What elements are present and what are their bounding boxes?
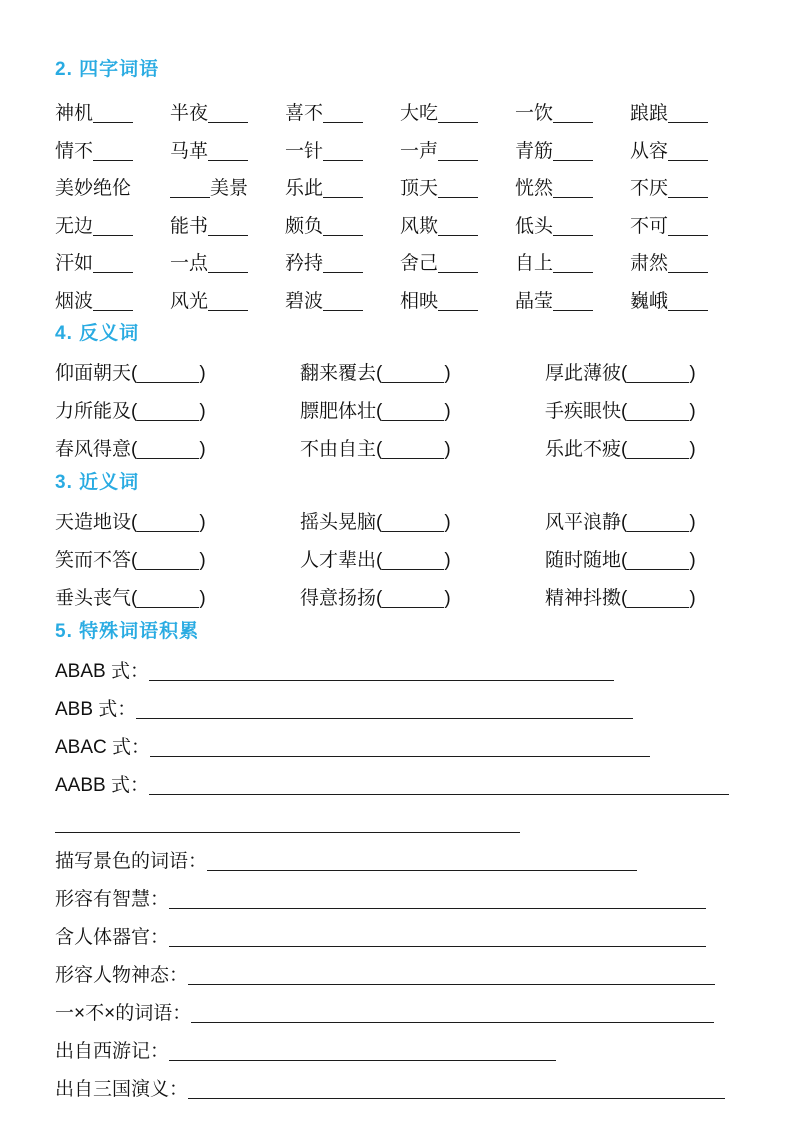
- word-text: 神机: [55, 103, 94, 124]
- word-blank-item: [285, 95, 400, 133]
- fill-blank-line: [627, 442, 689, 459]
- fill-blank-line: [170, 181, 210, 198]
- word-text: 一点: [170, 253, 209, 274]
- paren-open: (: [131, 550, 138, 571]
- paren-answer-item: [545, 431, 745, 469]
- paren-close: ): [199, 588, 206, 609]
- paren-close: ): [689, 550, 696, 571]
- word-text: 春风得意: [55, 439, 132, 460]
- fill-line-label: ABB 式：: [55, 699, 137, 720]
- word-blank-item: [630, 133, 745, 171]
- word-blank-item: [55, 245, 170, 283]
- word-text: 人才辈出: [300, 550, 377, 571]
- word-text: 笑而不答: [55, 550, 132, 571]
- word-text: 得意扬扬: [300, 588, 377, 609]
- fill-blank-line: [93, 256, 133, 273]
- paren-close: ): [689, 401, 696, 422]
- paren-close: ): [444, 550, 451, 571]
- paren-close: ): [689, 588, 696, 609]
- fill-blank-line: [323, 181, 363, 198]
- word-blank-item: [285, 283, 400, 321]
- fill-blank-line: [438, 293, 478, 310]
- fill-blank-line: [188, 968, 715, 985]
- word-text: 不厌: [630, 178, 669, 199]
- word-text: 力所能及: [55, 401, 132, 422]
- fill-line-row: [55, 653, 745, 691]
- fill-blank-line: [169, 1044, 556, 1061]
- paren-close: ): [444, 512, 451, 533]
- fill-blank-line: [668, 218, 708, 235]
- word-blank-item: [170, 208, 285, 246]
- paren-answer-item: [545, 542, 745, 580]
- fill-blank-line: [627, 591, 689, 608]
- word-blank-item: [515, 208, 630, 246]
- paren-close: ): [689, 439, 696, 460]
- section-heading-four-char: 2. 四字词语: [55, 59, 160, 80]
- fill-blank-line: [438, 106, 478, 123]
- word-blank-item: [400, 95, 515, 133]
- word-text: 颇负: [285, 215, 324, 237]
- word-text: 马革: [170, 140, 209, 162]
- word-blank-item: [170, 95, 285, 133]
- word-text: 手疾眼快: [545, 401, 622, 422]
- fill-line-label: 形容人物神态：: [55, 965, 189, 986]
- fill-blank-line: [382, 591, 444, 608]
- fill-line-label: 形容有智慧：: [55, 889, 170, 910]
- section-special-words: [55, 620, 745, 1109]
- fill-blank-line: [323, 143, 363, 160]
- word-blank-item: [285, 208, 400, 246]
- word-text: 不可: [630, 215, 669, 237]
- word-blank-item: [55, 283, 170, 321]
- antonyms-grid: [55, 355, 745, 469]
- word-text: 摇头晃脑: [300, 512, 377, 533]
- four-char-grid: [55, 95, 745, 320]
- fill-blank-line: [438, 256, 478, 273]
- fill-line-row: [55, 957, 745, 995]
- paren-answer-item: [300, 580, 545, 618]
- fill-blank-line: [208, 218, 248, 235]
- fill-blank-line: [553, 293, 593, 310]
- word-text: 乐此: [285, 178, 324, 199]
- word-blank-item: [515, 245, 630, 283]
- fill-blank-line: [149, 664, 614, 681]
- fill-blank-line: [553, 218, 593, 235]
- word-text: 厚此薄彼: [545, 363, 622, 384]
- fill-blank-line: [55, 816, 520, 833]
- fill-blank-line: [208, 293, 248, 310]
- paren-open: (: [376, 588, 383, 609]
- paren-open: (: [131, 512, 138, 533]
- paren-close: ): [444, 439, 451, 460]
- paren-open: (: [376, 363, 383, 384]
- word-blank-item: [630, 95, 745, 133]
- fill-line-row: [55, 1033, 745, 1071]
- word-text: 顶天: [400, 178, 439, 199]
- word-text: 一饮: [515, 103, 554, 124]
- word-blank-item: [400, 208, 515, 246]
- paren-answer-item: [300, 504, 545, 542]
- fill-blank-line: [668, 256, 708, 273]
- fill-line-label: ABAC 式：: [55, 737, 151, 758]
- fill-blank-line: [668, 181, 708, 198]
- paren-answer-item: [545, 355, 745, 393]
- word-text: 精神抖擞: [545, 588, 622, 609]
- fill-blank-line: [137, 404, 199, 421]
- word-text: 随时随地: [545, 550, 622, 571]
- fill-blank-line: [627, 515, 689, 532]
- section-heading-special: 5. 特殊词语积累: [55, 621, 200, 642]
- word-text: 大吃: [400, 103, 439, 124]
- word-text: 一声: [400, 140, 439, 162]
- paren-open: (: [621, 439, 628, 460]
- word-text: 风欺: [400, 215, 439, 237]
- word-text: 巍峨: [630, 290, 669, 312]
- fill-blank-line: [627, 553, 689, 570]
- fill-line-row: [55, 691, 745, 729]
- fill-blank-line: [553, 256, 593, 273]
- fill-blank-line: [93, 218, 133, 235]
- word-text: 烟波: [55, 290, 94, 312]
- word-blank-item: [170, 245, 285, 283]
- word-blank-item: [170, 170, 285, 208]
- fill-line-row: [55, 729, 745, 767]
- word-text: 膘肥体壮: [300, 401, 377, 422]
- fill-blank-line: [323, 256, 363, 273]
- paren-open: (: [621, 401, 628, 422]
- word-blank-item: [55, 133, 170, 171]
- word-blank-item: [515, 170, 630, 208]
- paren-open: (: [376, 401, 383, 422]
- paren-close: ): [689, 363, 696, 384]
- fill-line-row: [55, 805, 745, 843]
- section-antonyms: [55, 322, 745, 469]
- word-blank-item: [630, 208, 745, 246]
- paren-answer-item: [55, 355, 300, 393]
- word-text: 垂头丧气: [55, 588, 132, 609]
- paren-close: ): [199, 401, 206, 422]
- word-text: 踉踉: [630, 103, 669, 124]
- paren-close: ): [444, 401, 451, 422]
- fill-line-label: 出自三国演义：: [55, 1079, 189, 1100]
- word-text: 喜不: [285, 103, 324, 124]
- fill-blank-line: [323, 218, 363, 235]
- paren-open: (: [376, 512, 383, 533]
- fill-blank-line: [323, 293, 363, 310]
- word-text: 晶莹: [515, 290, 554, 312]
- paren-open: (: [376, 550, 383, 571]
- fill-blank-line: [136, 702, 633, 719]
- word-blank-item: [55, 170, 170, 208]
- fill-line-row: [55, 919, 745, 957]
- fill-blank-line: [137, 442, 199, 459]
- word-text: 半夜: [170, 103, 209, 124]
- word-blank-item: [55, 208, 170, 246]
- fill-line-row: [55, 843, 745, 881]
- fill-line-row: [55, 881, 745, 919]
- paren-answer-item: [55, 504, 300, 542]
- paren-open: (: [131, 363, 138, 384]
- word-text: 自上: [515, 253, 554, 274]
- fill-blank-line: [93, 106, 133, 123]
- section-four-char-words: [55, 58, 745, 320]
- section-synonyms: [55, 471, 745, 618]
- fill-blank-line: [382, 515, 444, 532]
- paren-answer-item: [55, 393, 300, 431]
- word-blank-item: [400, 283, 515, 321]
- word-blank-item: [630, 245, 745, 283]
- fill-blank-line: [169, 892, 706, 909]
- word-text: 情不: [55, 140, 94, 162]
- fill-blank-line: [137, 515, 199, 532]
- fill-blank-line: [438, 143, 478, 160]
- fill-blank-line: [169, 930, 706, 947]
- paren-answer-item: [545, 580, 745, 618]
- fill-blank-line: [191, 1006, 714, 1023]
- word-text: 风平浪静: [545, 512, 622, 533]
- fill-blank-line: [323, 106, 363, 123]
- paren-close: ): [689, 512, 696, 533]
- word-blank-item: [515, 283, 630, 321]
- fill-blank-line: [93, 293, 133, 310]
- fill-blank-line: [553, 181, 593, 198]
- paren-answer-item: [300, 431, 545, 469]
- word-text: 乐此不疲: [545, 439, 622, 460]
- fill-blank-line: [382, 366, 444, 383]
- fill-blank-line: [553, 106, 593, 123]
- word-text: 翻来覆去: [300, 363, 377, 384]
- fill-blank-line: [382, 553, 444, 570]
- worksheet-page: [55, 58, 745, 1109]
- word-text: 汗如: [55, 253, 94, 274]
- word-text: 恍然: [515, 178, 554, 199]
- paren-open: (: [376, 439, 383, 460]
- fill-line-label: 出自西游记：: [55, 1041, 170, 1062]
- fill-line-label: AABB 式：: [55, 775, 149, 796]
- fill-line-label: 含人体器官：: [55, 927, 170, 948]
- fill-line-label: 一×不×的词语：: [55, 1003, 192, 1024]
- paren-close: ): [199, 512, 206, 533]
- word-text: 天造地设: [55, 512, 132, 533]
- fill-blank-line: [627, 404, 689, 421]
- word-blank-item: [170, 283, 285, 321]
- word-text: 美妙绝伦: [55, 178, 132, 199]
- word-text: 能书: [170, 215, 209, 237]
- fill-blank-line: [137, 591, 199, 608]
- paren-open: (: [131, 401, 138, 422]
- fill-blank-line: [93, 143, 133, 160]
- word-blank-item: [285, 170, 400, 208]
- paren-close: ): [199, 439, 206, 460]
- fill-blank-line: [208, 106, 248, 123]
- fill-blank-line: [668, 293, 708, 310]
- paren-open: (: [621, 588, 628, 609]
- paren-answer-item: [55, 542, 300, 580]
- fill-line-row: [55, 767, 745, 805]
- fill-line-row: [55, 995, 745, 1033]
- word-text: 一针: [285, 140, 324, 162]
- word-blank-item: [630, 283, 745, 321]
- paren-close: ): [444, 588, 451, 609]
- paren-open: (: [131, 439, 138, 460]
- fill-line-row: [55, 1071, 745, 1109]
- word-blank-item: [515, 95, 630, 133]
- fill-blank-line: [150, 740, 650, 757]
- paren-open: (: [621, 550, 628, 571]
- word-text: 从容: [630, 140, 669, 162]
- word-blank-item: [400, 170, 515, 208]
- synonyms-grid: [55, 504, 745, 618]
- fill-blank-line: [137, 366, 199, 383]
- fill-blank-line: [208, 256, 248, 273]
- fill-blank-line: [188, 1082, 725, 1099]
- paren-answer-item: [300, 542, 545, 580]
- word-text: 碧波: [285, 290, 324, 312]
- fill-line-label: 描写景色的词语：: [55, 851, 208, 872]
- paren-answer-item: [300, 393, 545, 431]
- word-text: 无边: [55, 215, 94, 237]
- word-blank-item: [515, 133, 630, 171]
- fill-blank-line: [627, 366, 689, 383]
- word-text: 美景: [210, 178, 249, 199]
- fill-blank-line: [382, 442, 444, 459]
- word-blank-item: [170, 133, 285, 171]
- fill-blank-line: [668, 143, 708, 160]
- paren-close: ): [444, 363, 451, 384]
- paren-open: (: [621, 512, 628, 533]
- word-text: 青筋: [515, 140, 554, 162]
- word-blank-item: [285, 245, 400, 283]
- word-text: 舍己: [400, 253, 439, 274]
- special-lines: [55, 653, 745, 1109]
- paren-answer-item: [300, 355, 545, 393]
- fill-blank-line: [207, 854, 637, 871]
- word-blank-item: [400, 245, 515, 283]
- fill-line-label: ABAB 式：: [55, 661, 149, 682]
- fill-blank-line: [382, 404, 444, 421]
- word-text: 不由自主: [300, 439, 377, 460]
- paren-answer-item: [55, 580, 300, 618]
- section-heading-synonyms: 3. 近义词: [55, 472, 140, 493]
- fill-blank-line: [438, 181, 478, 198]
- paren-open: (: [131, 588, 138, 609]
- word-blank-item: [285, 133, 400, 171]
- fill-blank-line: [137, 553, 199, 570]
- paren-close: ): [199, 363, 206, 384]
- word-blank-item: [630, 170, 745, 208]
- fill-blank-line: [149, 778, 729, 795]
- word-text: 低头: [515, 215, 554, 237]
- word-text: 肃然: [630, 253, 669, 274]
- fill-blank-line: [553, 143, 593, 160]
- word-text: 相映: [400, 290, 439, 312]
- section-heading-antonyms: 4. 反义词: [55, 323, 140, 344]
- fill-blank-line: [668, 106, 708, 123]
- paren-close: ): [199, 550, 206, 571]
- paren-answer-item: [55, 431, 300, 469]
- paren-answer-item: [545, 393, 745, 431]
- fill-blank-line: [438, 218, 478, 235]
- word-text: 矜持: [285, 253, 324, 274]
- word-text: 仰面朝天: [55, 363, 132, 384]
- fill-blank-line: [208, 143, 248, 160]
- word-blank-item: [400, 133, 515, 171]
- paren-answer-item: [545, 504, 745, 542]
- word-blank-item: [55, 95, 170, 133]
- paren-open: (: [621, 363, 628, 384]
- word-text: 风光: [170, 290, 209, 312]
